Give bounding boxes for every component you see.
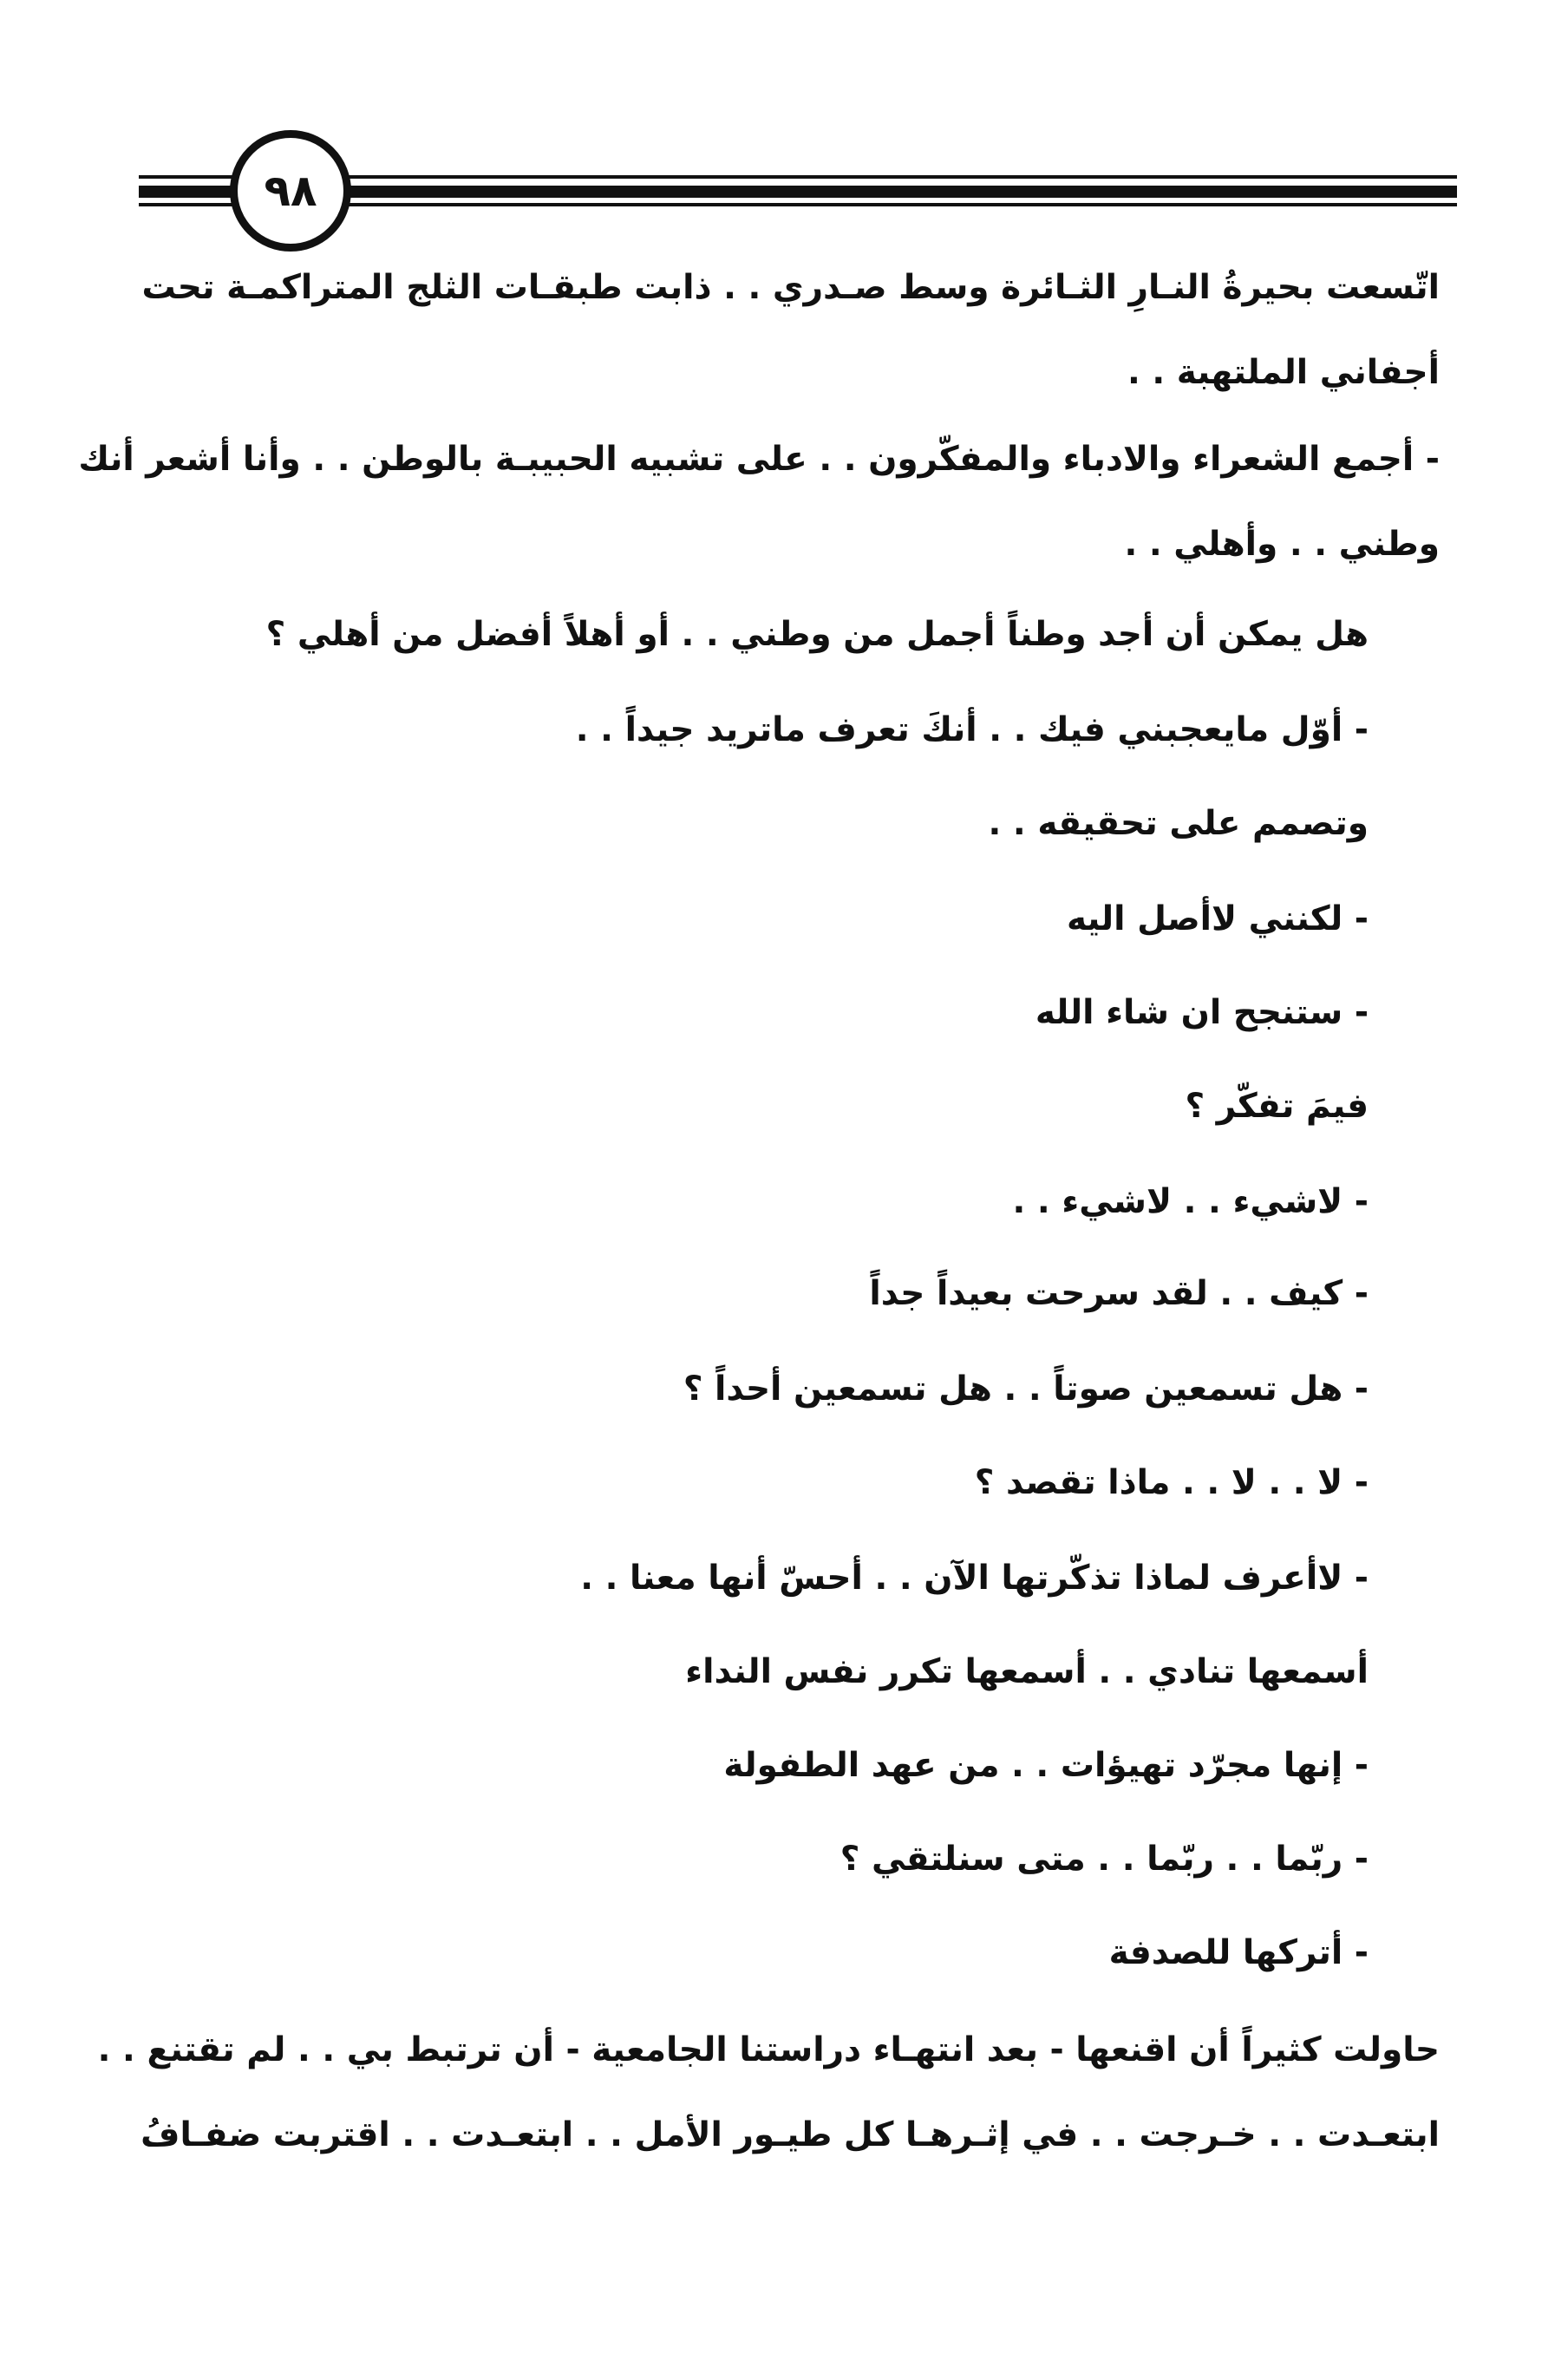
text-line: - لاشيء . . لاشيء . .	[1012, 1182, 1369, 1221]
text-line: - ستنجح ان شاء الله	[1035, 993, 1369, 1032]
text-line: فيمَ تفكّر ؟	[1185, 1087, 1369, 1126]
text-line: - أوّل مايعجبني فيك . . أنكَ تعرف ماتريد جيداً . .	[575, 710, 1369, 749]
text-line: - إنها مجرّد تهيؤات . . من عهد الطفولة	[723, 1746, 1369, 1785]
text-line: وتصمم على تحقيقه . .	[988, 804, 1369, 843]
text-line: - هل تسمعين صوتاً . . هل تسمعين أحداً ؟	[683, 1370, 1369, 1409]
page-number: ٩٨	[264, 166, 317, 216]
text-line: - كيف . . لقد سرحت بعيداً جداً	[869, 1274, 1369, 1313]
text-line: - لاأعرف لماذا تذكّرتها الآن . . أحسّ أنها معنا . .	[580, 1559, 1369, 1598]
text-line: أجفاني الملتهبة . .	[1127, 353, 1440, 392]
text-line: - لكنني لاأصل اليه	[1066, 899, 1369, 938]
text-line: ابتعـدت . . خـرجت . . في إثـرهـا كل طيـور الأمل . . ابتعـدت . . اقتربت ضفـافُ	[140, 2115, 1440, 2154]
text-line: هل يمكن أن أجد وطناً أجمل من وطني . . أو أهلاً أفضل من أهلي ؟	[265, 615, 1369, 654]
text-line: اتّسعت بحيرةُ النـارِ الثـائرة وسط صـدري . . ذابت طبقـات الثلج المتراكمـة تحت	[141, 268, 1440, 307]
text-line: - أتركها للصدفة	[1108, 1933, 1369, 1972]
text-line: أسمعها تنادي . . أسمعها تكرر نفس النداء	[685, 1652, 1369, 1691]
text-line: - لا . . لا . . ماذا تقصد ؟	[974, 1463, 1369, 1502]
text-line: حاولت كثيراً أن اقنعها - بعد انتهـاء دراستنا الجامعية - أن ترتبط بي . . لم تقتنع . .	[97, 2030, 1440, 2069]
text-line: وطني . . وأهلي . .	[1124, 525, 1440, 564]
text-line: - ربّما . . ربّما . . متى سنلتقي ؟	[840, 1840, 1369, 1879]
text-line: - أجمع الشعراء والادباء والمفكّرون . . على تشبيه الحبيبـة بالوطن . . وأنا أشعر أنك	[78, 440, 1440, 479]
